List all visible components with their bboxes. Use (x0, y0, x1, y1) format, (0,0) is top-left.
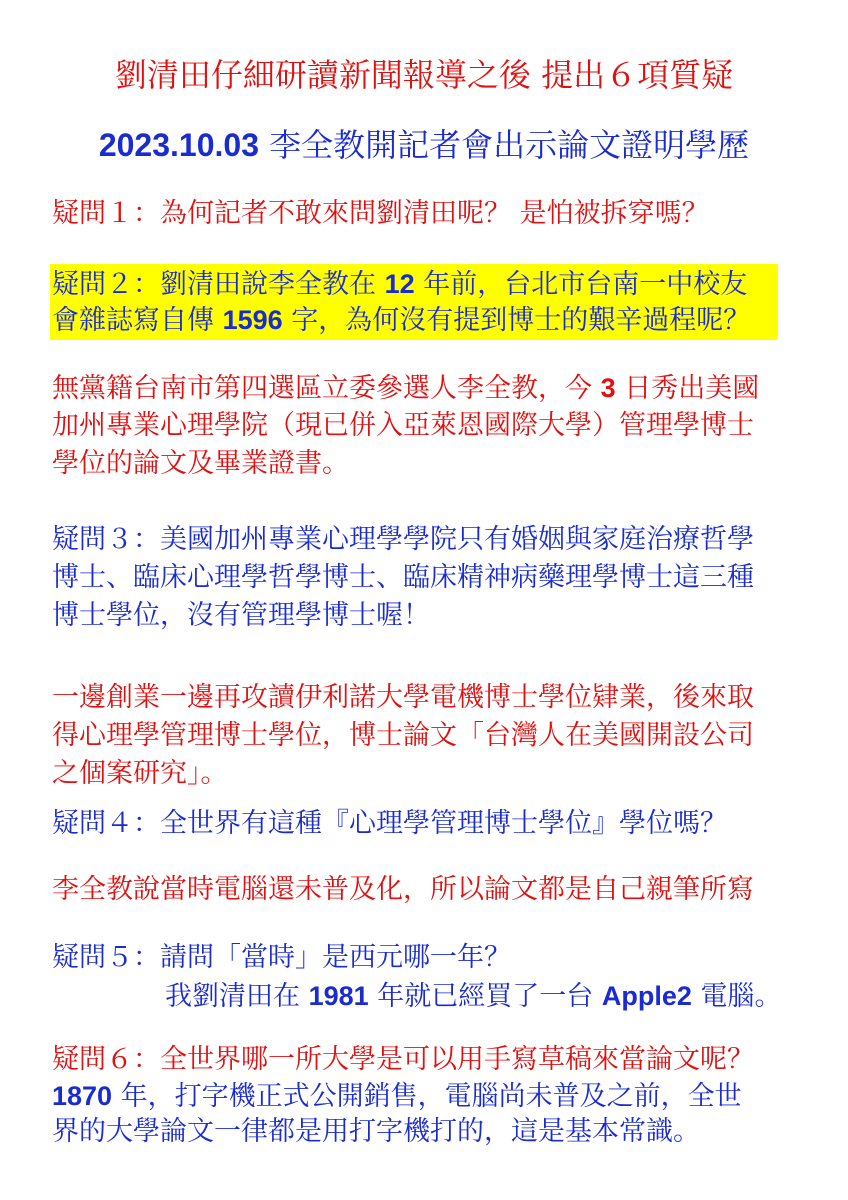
q2-text-d: 會雜誌寫自傳 (52, 305, 223, 336)
q2-text-a: 疑問２：劉清田說李全教在 (52, 269, 385, 300)
question-5-line-1: 疑問５：請問「當時」是西元哪一年？ (52, 942, 511, 973)
q5-number-year: 1981 (308, 981, 369, 1011)
question-6-line-3: 界的大學論文一律都是用打字機打的，這是基本常識。 (52, 1116, 700, 1147)
q5-text-e: 電腦。 (691, 981, 782, 1012)
news-2-line-2: 得心理學管理博士學位，博士論文「台灣人在美國開設公司 (52, 720, 754, 751)
news1-number-day: 3 (600, 373, 616, 403)
question-1: 疑問１：為何記者不敢來問劉清田呢？ 是怕被拆穿嗎？ (52, 198, 709, 229)
q2-text-e: 字，為何沒有提到博士的艱辛過程呢？ (282, 305, 751, 336)
q2-number-chars: 1596 (222, 305, 283, 335)
question-6-line-2 (52, 1078, 812, 1115)
question-4: 疑問４：全世界有這種『心理學管理博士學位』學位嗎？ (52, 808, 727, 839)
news-1-line-2: 加州專業心理學院（現已併入亞萊恩國際大學）管理學博士 (52, 410, 754, 441)
question-2-line-1 (52, 266, 812, 303)
question-3-line-1: 疑問３：美國加州專業心理學學院只有婚姻與家庭治療哲學 (52, 524, 754, 555)
subtitle-text: 李全教開記者會出示論文證明學歷 (258, 126, 750, 164)
q5-text-a: 我劉清田在 (165, 981, 309, 1012)
q2-text-c: 年前，台北市台南一中校友 (414, 269, 748, 300)
news-3: 李全教說當時電腦還未普及化，所以論文都是自己親筆所寫 (52, 874, 754, 905)
q6-number-year: 1870 (52, 1081, 113, 1111)
question-5-line-2 (165, 978, 848, 1015)
q5-text-c: 年就已經買了一台 (368, 981, 602, 1012)
q6-text-b: 年，打字機正式公開銷售，電腦尚未普及之前，全世 (112, 1081, 742, 1112)
page-subtitle (0, 125, 848, 165)
news1-text-c: 日秀出美國 (615, 373, 760, 404)
question-2-line-2 (52, 302, 812, 339)
news-2-line-3: 之個案研究」。 (52, 758, 228, 789)
question-6-line-1: 疑問６：全世界哪一所大學是可以用手寫草稿來當論文呢？ (52, 1044, 754, 1075)
q2-number-years: 12 (384, 269, 415, 299)
subtitle-date: 2023.10.03 (98, 127, 259, 163)
news-2-line-1: 一邊創業一邊再攻讀伊利諾大學電機博士學位肄業，後來取 (52, 682, 754, 713)
question-3-line-3: 博士學位，沒有管理學博士喔！ (52, 600, 430, 631)
q5-computer-name: Apple2 (601, 981, 692, 1011)
question-3-line-2: 博士、臨床心理學哲學博士、臨床精神病藥理學博士這三種 (52, 562, 754, 593)
news-1-line-1 (52, 370, 812, 407)
news-1-line-3: 學位的論文及畢業證書。 (52, 448, 349, 479)
news1-text-a: 無黨籍台南市第四選區立委參選人李全教，今 (52, 373, 601, 404)
page-title: 劉清田仔細研讀新聞報導之後 提出６項質疑 (114, 56, 734, 94)
